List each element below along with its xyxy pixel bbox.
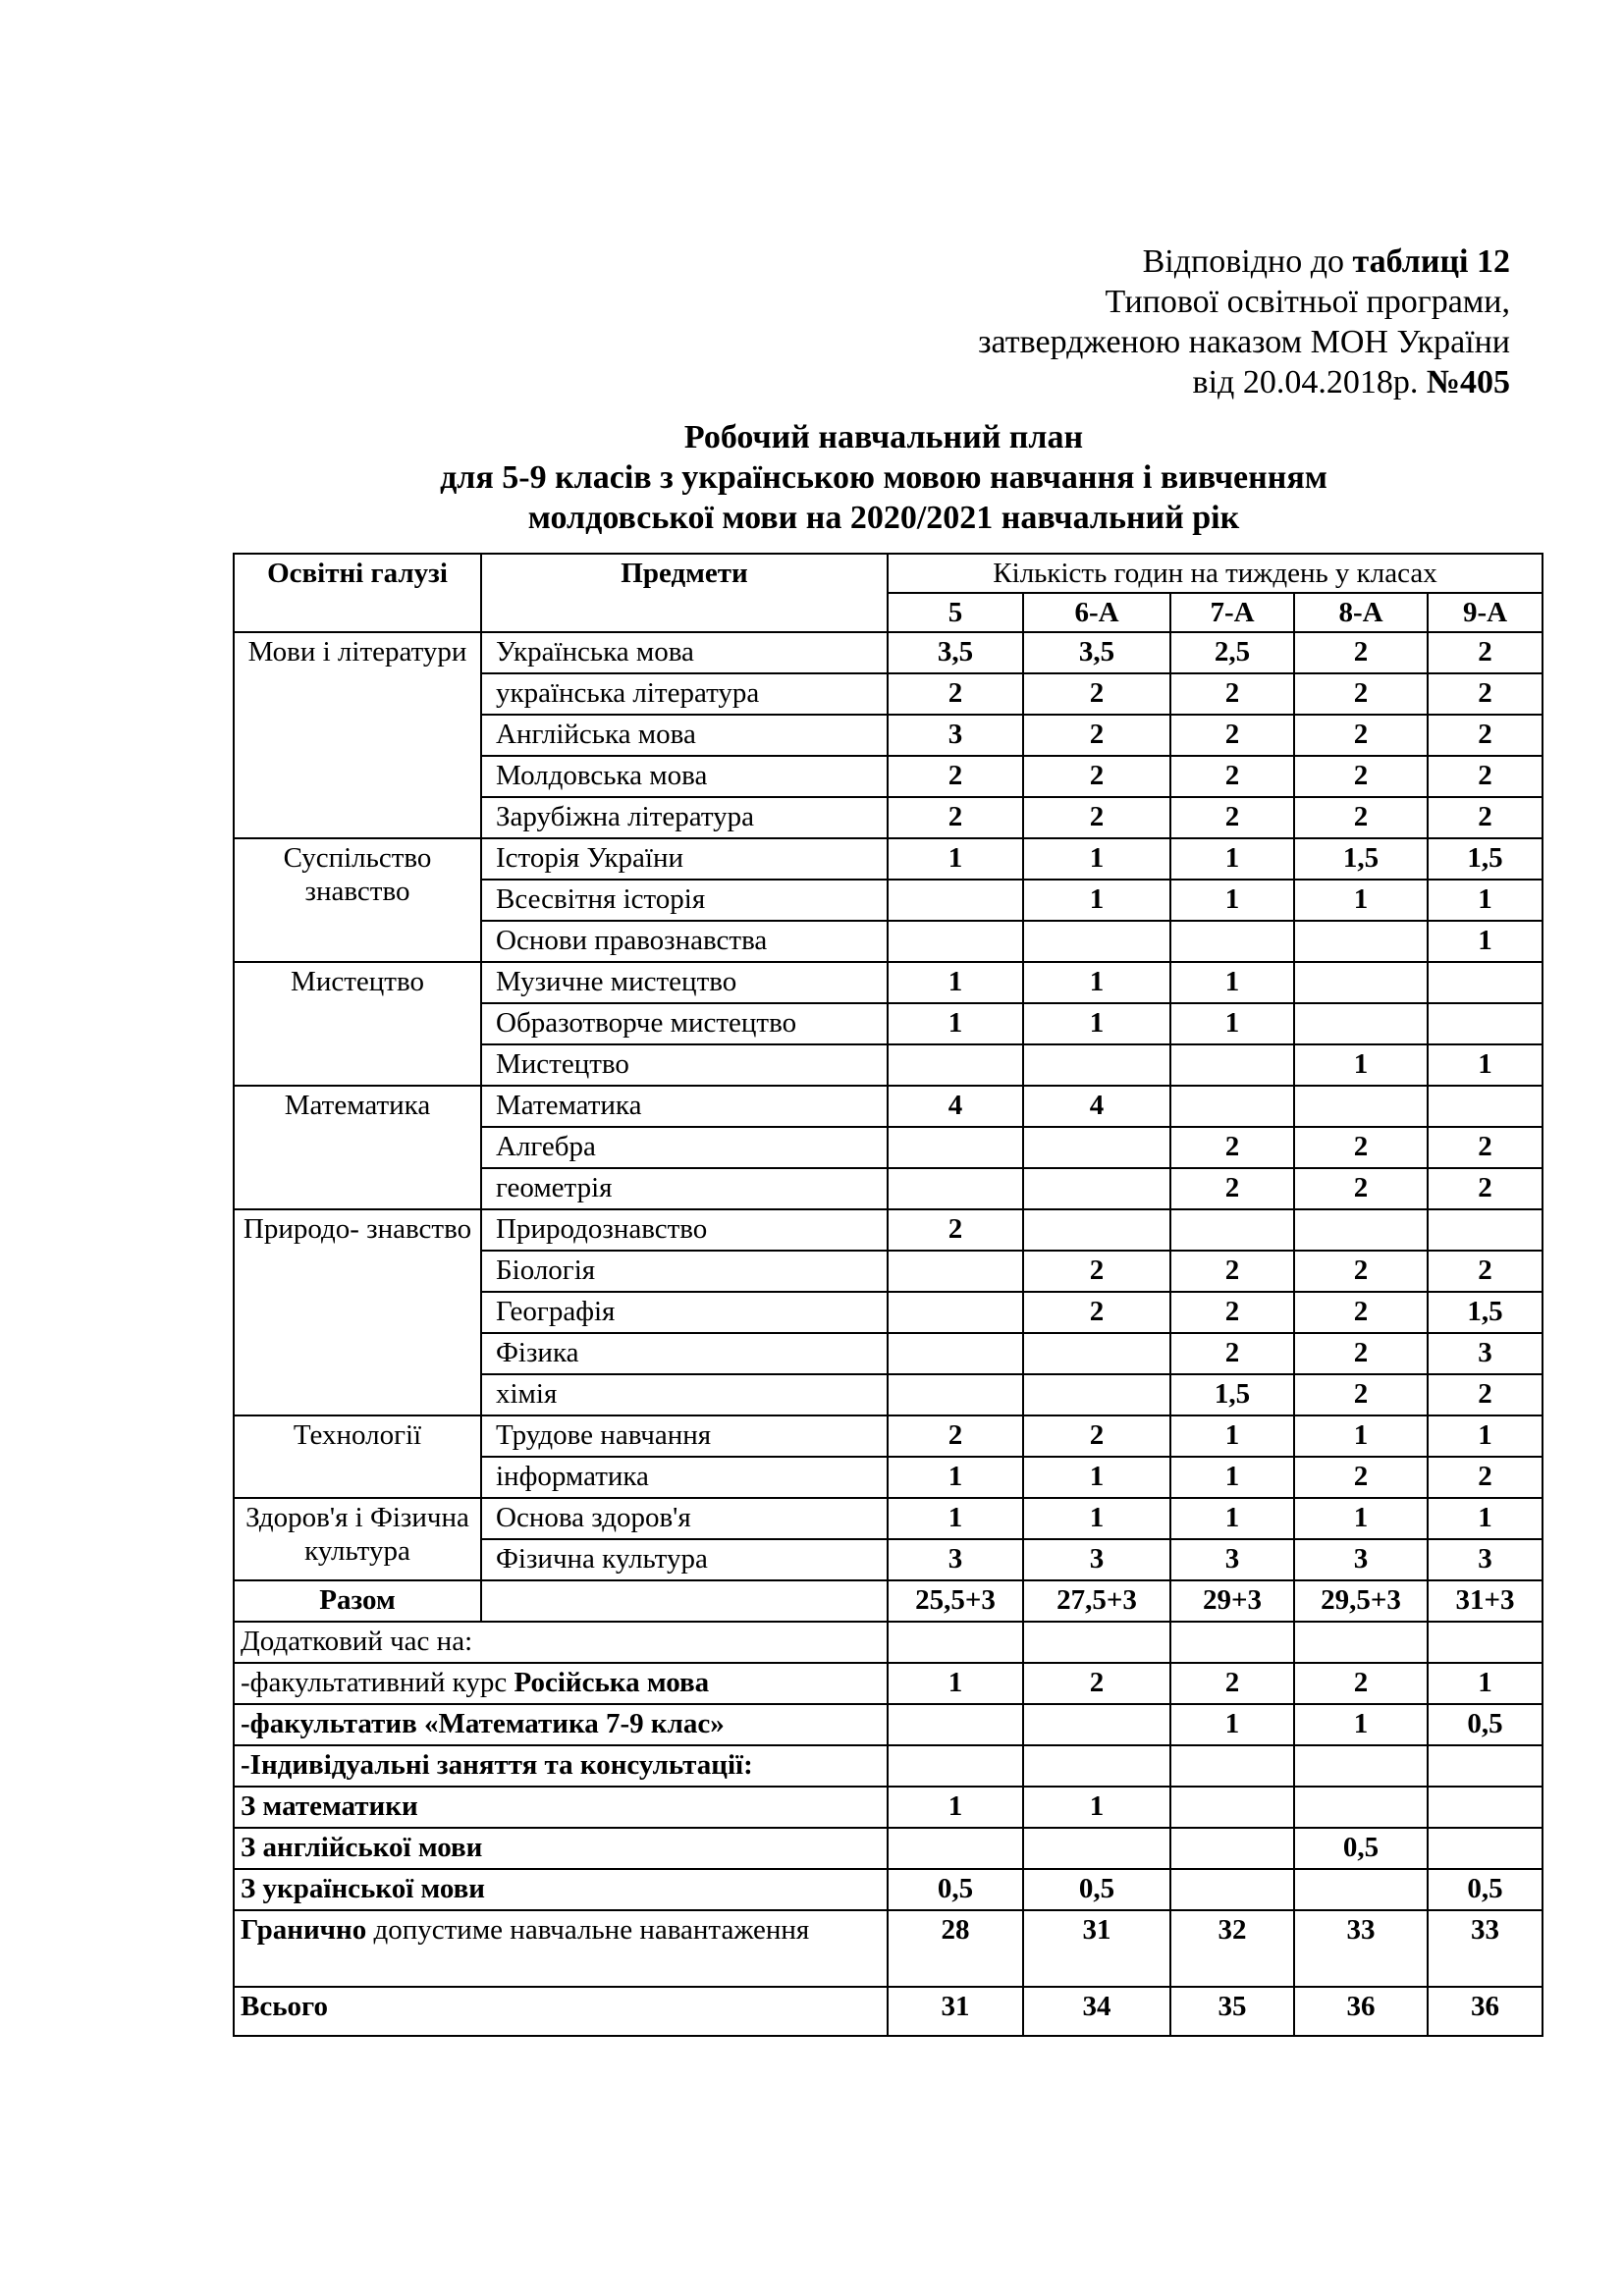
value-cell: 2 [1294, 1168, 1428, 1209]
value-cell: 29+3 [1170, 1580, 1294, 1622]
subject-cell: Фізика [481, 1333, 888, 1374]
ukrainian-individual-label: З української мови [234, 1869, 888, 1910]
value-cell: 32 [1170, 1910, 1294, 1987]
subject-cell: хімія [481, 1374, 888, 1415]
value-cell: 3 [1428, 1333, 1543, 1374]
value-cell: 1 [1023, 880, 1170, 921]
value-cell [888, 1828, 1023, 1869]
value-cell: 1 [888, 1003, 1023, 1044]
additional-label: Додатковий час на: [234, 1622, 888, 1663]
table-row [234, 1498, 1543, 1539]
value-cell [1023, 1333, 1170, 1374]
value-cell: 2 [1294, 715, 1428, 756]
limit-rest: допустиме навчальне навантаження [366, 1914, 810, 1946]
russian-elective-label [234, 1663, 888, 1704]
header-grade: 5 [888, 593, 1023, 632]
grand-total-label: Всього [234, 1987, 888, 2036]
value-cell [1023, 1044, 1170, 1086]
subject-cell: Фізична культура [481, 1539, 888, 1580]
value-cell: 2 [1294, 1374, 1428, 1415]
value-cell [1023, 1168, 1170, 1209]
value-cell: 2 [1170, 715, 1294, 756]
area-cell: Технології [234, 1415, 481, 1498]
value-cell [1170, 1209, 1294, 1251]
table-row-ukrainian-individual [234, 1869, 1543, 1910]
table-row-math-elective [234, 1704, 1543, 1745]
value-cell: 1 [1170, 1003, 1294, 1044]
value-cell [888, 1127, 1023, 1168]
subject-cell: українська література [481, 673, 888, 715]
value-cell [1170, 1044, 1294, 1086]
value-cell: 1 [888, 1787, 1023, 1828]
table-row-individual [234, 1745, 1543, 1787]
subject-cell: Трудове навчання [481, 1415, 888, 1457]
value-cell: 2 [1294, 756, 1428, 797]
value-cell [1294, 921, 1428, 962]
value-cell: 3,5 [888, 632, 1023, 673]
value-cell: 2 [1294, 1663, 1428, 1704]
value-cell: 1 [888, 1663, 1023, 1704]
value-cell: 2 [1170, 1251, 1294, 1292]
limit-bold: Гранично [241, 1914, 367, 1946]
value-cell: 1 [1294, 880, 1428, 921]
table-row [234, 1209, 1543, 1251]
reference-date: від 20.04.2018р. [1192, 364, 1427, 400]
value-cell: 36 [1428, 1987, 1543, 2036]
value-cell: 1 [1170, 1457, 1294, 1498]
header-grade: 7-А [1170, 593, 1294, 632]
value-cell: 2 [1428, 715, 1543, 756]
value-cell [1023, 1209, 1170, 1251]
value-cell: 1 [1428, 921, 1543, 962]
value-cell: 2 [1170, 1127, 1294, 1168]
math-individual-label: З математики [234, 1787, 888, 1828]
value-cell: 1 [1294, 1415, 1428, 1457]
header-hours: Кількість годин на тиждень у класах [888, 554, 1543, 593]
value-cell: 4 [888, 1086, 1023, 1127]
value-cell [888, 1704, 1023, 1745]
value-cell [1294, 1003, 1428, 1044]
value-cell: 1 [1294, 1498, 1428, 1539]
value-cell: 2 [1294, 632, 1428, 673]
value-cell: 2 [1294, 1457, 1428, 1498]
subject-cell: геометрія [481, 1168, 888, 1209]
value-cell: 2 [1170, 1333, 1294, 1374]
value-cell: 1 [1170, 1704, 1294, 1745]
value-cell: 1 [888, 1498, 1023, 1539]
value-cell: 34 [1023, 1987, 1170, 2036]
value-cell: 1 [1023, 962, 1170, 1003]
reference-line-3: затвердженою наказом МОН України [978, 324, 1510, 360]
individual-label: -Індивідуальні заняття та консультації: [234, 1745, 888, 1787]
value-cell: 29,5+3 [1294, 1580, 1428, 1622]
title-line-1: Робочий навчальний план [683, 419, 1084, 455]
value-cell: 3 [888, 715, 1023, 756]
value-cell [1294, 962, 1428, 1003]
value-cell: 2 [1023, 1292, 1170, 1333]
area-cell: Мови і літератури [234, 632, 481, 838]
value-cell: 1 [1023, 1498, 1170, 1539]
value-cell [1428, 1828, 1543, 1869]
table-row [234, 1415, 1543, 1457]
value-cell [1294, 1869, 1428, 1910]
table-row-math-individual [234, 1787, 1543, 1828]
curriculum-table-body [234, 632, 1543, 1580]
value-cell: 0,5 [1428, 1869, 1543, 1910]
value-cell: 0,5 [1023, 1869, 1170, 1910]
subject-cell: Географія [481, 1292, 888, 1333]
subject-cell: Музичне мистецтво [481, 962, 888, 1003]
value-cell: 2 [1294, 1292, 1428, 1333]
value-cell: 4 [1023, 1086, 1170, 1127]
value-cell: 1 [888, 838, 1023, 880]
area-cell: Здоров'я і Фізична культура [234, 1498, 481, 1580]
title-line-2: для 5-9 класів з українською мовою навчання і вивченням [440, 459, 1327, 496]
value-cell: 2 [1428, 797, 1543, 838]
value-cell: 2 [1170, 673, 1294, 715]
value-cell [1294, 1209, 1428, 1251]
curriculum-table [233, 553, 1543, 2037]
value-cell: 1 [1023, 1457, 1170, 1498]
header-grade: 8-А [1294, 593, 1428, 632]
value-cell: 1 [1170, 838, 1294, 880]
subject-cell: Мистецтво [481, 1044, 888, 1086]
subject-cell: Молдовська мова [481, 756, 888, 797]
value-cell: 0,5 [1294, 1828, 1428, 1869]
table-row-english-individual [234, 1828, 1543, 1869]
empty-cell [481, 1580, 888, 1622]
value-cell: 1 [1170, 1498, 1294, 1539]
subject-cell: Історія України [481, 838, 888, 880]
table-row [234, 632, 1543, 673]
value-cell: 1 [1023, 1003, 1170, 1044]
value-cell: 0,5 [1428, 1704, 1543, 1745]
total-label: Разом [234, 1580, 481, 1622]
value-cell: 1 [1428, 1498, 1543, 1539]
value-cell [1023, 1374, 1170, 1415]
value-cell: 2 [1294, 797, 1428, 838]
subject-cell: інформатика [481, 1457, 888, 1498]
value-cell: 2,5 [1170, 632, 1294, 673]
table-row-additional [234, 1622, 1543, 1663]
value-cell: 1,5 [1428, 1292, 1543, 1333]
value-cell: 1 [888, 1457, 1023, 1498]
value-cell: 2 [1428, 1251, 1543, 1292]
value-cell: 1 [888, 962, 1023, 1003]
totals-section [234, 1580, 1543, 2036]
value-cell [1170, 1787, 1294, 1828]
value-cell: 3 [1294, 1539, 1428, 1580]
table-row-total [234, 1580, 1543, 1622]
subject-cell: Всесвітня історія [481, 880, 888, 921]
value-cell: 1 [1023, 1787, 1170, 1828]
page-title [236, 417, 1532, 538]
value-cell: 2 [1023, 1663, 1170, 1704]
table-row [234, 962, 1543, 1003]
value-cell: 2 [1170, 1168, 1294, 1209]
subject-cell: Українська мова [481, 632, 888, 673]
reference-line-2: Типової освітньої програми, [1105, 284, 1510, 320]
value-cell: 35 [1170, 1987, 1294, 2036]
area-cell: Математика [234, 1086, 481, 1209]
value-cell: 1 [1428, 1663, 1543, 1704]
value-cell [888, 1374, 1023, 1415]
value-cell: 2 [1023, 756, 1170, 797]
value-cell: 33 [1428, 1910, 1543, 1987]
value-cell [888, 921, 1023, 962]
value-cell: 2 [1428, 1457, 1543, 1498]
table-row-grand-total [234, 1987, 1543, 2036]
value-cell: 2 [888, 673, 1023, 715]
value-cell: 27,5+3 [1023, 1580, 1170, 1622]
value-cell: 3 [1170, 1539, 1294, 1580]
value-cell: 1 [1023, 838, 1170, 880]
value-cell: 3 [888, 1539, 1023, 1580]
subject-cell: Природознавство [481, 1209, 888, 1251]
value-cell [888, 1251, 1023, 1292]
title-line-3: молдовської мови на 2020/2021 навчальний рік [527, 500, 1240, 536]
value-cell: 28 [888, 1910, 1023, 1987]
reference-note [978, 241, 1510, 402]
value-cell: 2 [1170, 1663, 1294, 1704]
value-cell: 3,5 [1023, 632, 1170, 673]
subject-cell: Математика [481, 1086, 888, 1127]
value-cell: 1 [1428, 1415, 1543, 1457]
area-cell: Природо- знавство [234, 1209, 481, 1415]
value-cell: 2 [1428, 1127, 1543, 1168]
value-cell: 0,5 [888, 1869, 1023, 1910]
area-cell: Мистецтво [234, 962, 481, 1086]
value-cell: 1,5 [1294, 838, 1428, 880]
value-cell: 2 [1428, 673, 1543, 715]
value-cell: 2 [1023, 715, 1170, 756]
table-row [234, 1086, 1543, 1127]
value-cell [1023, 921, 1170, 962]
reference-table-number: таблиці 12 [1352, 243, 1510, 280]
value-cell [1170, 1086, 1294, 1127]
value-cell: 1 [1294, 1704, 1428, 1745]
value-cell: 1 [1294, 1044, 1428, 1086]
value-cell [1428, 1787, 1543, 1828]
value-cell [888, 1333, 1023, 1374]
value-cell [1294, 1787, 1428, 1828]
value-cell [1023, 1127, 1170, 1168]
value-cell: 1,5 [1170, 1374, 1294, 1415]
value-cell: 33 [1294, 1910, 1428, 1987]
reference-line-1: Відповідно до [1142, 243, 1353, 280]
value-cell: 1 [1170, 880, 1294, 921]
area-cell: Суспільство знавство [234, 838, 481, 962]
reference-order-number: №405 [1426, 364, 1510, 400]
value-cell [888, 1168, 1023, 1209]
value-cell [1170, 1828, 1294, 1869]
value-cell: 25,5+3 [888, 1580, 1023, 1622]
value-cell: 2 [1428, 1168, 1543, 1209]
value-cell: 31+3 [1428, 1580, 1543, 1622]
subject-cell: Зарубіжна література [481, 797, 888, 838]
value-cell [888, 880, 1023, 921]
value-cell: 1 [1428, 1044, 1543, 1086]
english-individual-label: З англійської мови [234, 1828, 888, 1869]
header-areas: Освітні галузі [234, 554, 481, 632]
value-cell: 2 [1428, 1374, 1543, 1415]
value-cell: 2 [1170, 756, 1294, 797]
value-cell: 2 [888, 1415, 1023, 1457]
value-cell: 2 [1294, 1127, 1428, 1168]
value-cell: 1,5 [1428, 838, 1543, 880]
value-cell [1294, 1086, 1428, 1127]
value-cell: 2 [1170, 1292, 1294, 1333]
subject-cell: Алгебра [481, 1127, 888, 1168]
subject-cell: Основа здоров'я [481, 1498, 888, 1539]
value-cell [1170, 921, 1294, 962]
value-cell [1023, 1704, 1170, 1745]
elective-subject: Російська мова [514, 1667, 710, 1698]
value-cell [1023, 1828, 1170, 1869]
value-cell: 1 [1428, 880, 1543, 921]
value-cell: 2 [1294, 1333, 1428, 1374]
value-cell: 2 [888, 1209, 1023, 1251]
value-cell [1428, 962, 1543, 1003]
value-cell: 31 [888, 1987, 1023, 2036]
value-cell: 3 [1023, 1539, 1170, 1580]
value-cell: 1 [1170, 962, 1294, 1003]
value-cell: 2 [1023, 1415, 1170, 1457]
value-cell: 2 [1428, 756, 1543, 797]
value-cell: 31 [1023, 1910, 1170, 1987]
table-row [234, 838, 1543, 880]
value-cell [1428, 1003, 1543, 1044]
subject-cell: Англійська мова [481, 715, 888, 756]
value-cell [888, 1292, 1023, 1333]
value-cell: 3 [1428, 1539, 1543, 1580]
header-grade: 6-А [1023, 593, 1170, 632]
value-cell: 1 [1170, 1415, 1294, 1457]
value-cell: 2 [1294, 1251, 1428, 1292]
value-cell [888, 1044, 1023, 1086]
table-row-russian-elective [234, 1663, 1543, 1704]
value-cell: 2 [1023, 1251, 1170, 1292]
subject-cell: Образотворче мистецтво [481, 1003, 888, 1044]
value-cell: 2 [1023, 673, 1170, 715]
header-subjects: Предмети [481, 554, 888, 632]
value-cell: 2 [1023, 797, 1170, 838]
value-cell: 36 [1294, 1987, 1428, 2036]
subject-cell: Біологія [481, 1251, 888, 1292]
value-cell: 2 [1170, 797, 1294, 838]
math-elective-label: -факультатив «Математика 7-9 клас» [234, 1704, 888, 1745]
value-cell: 2 [888, 756, 1023, 797]
value-cell: 2 [1428, 632, 1543, 673]
elective-prefix: -факультативний курс [241, 1667, 514, 1698]
value-cell [1428, 1086, 1543, 1127]
value-cell [1428, 1209, 1543, 1251]
subject-cell: Основи правознавства [481, 921, 888, 962]
limit-label [234, 1910, 888, 1987]
table-row-limit [234, 1910, 1543, 1987]
header-grade: 9-А [1428, 593, 1543, 632]
value-cell [1170, 1869, 1294, 1910]
value-cell: 2 [888, 797, 1023, 838]
value-cell: 2 [1294, 673, 1428, 715]
